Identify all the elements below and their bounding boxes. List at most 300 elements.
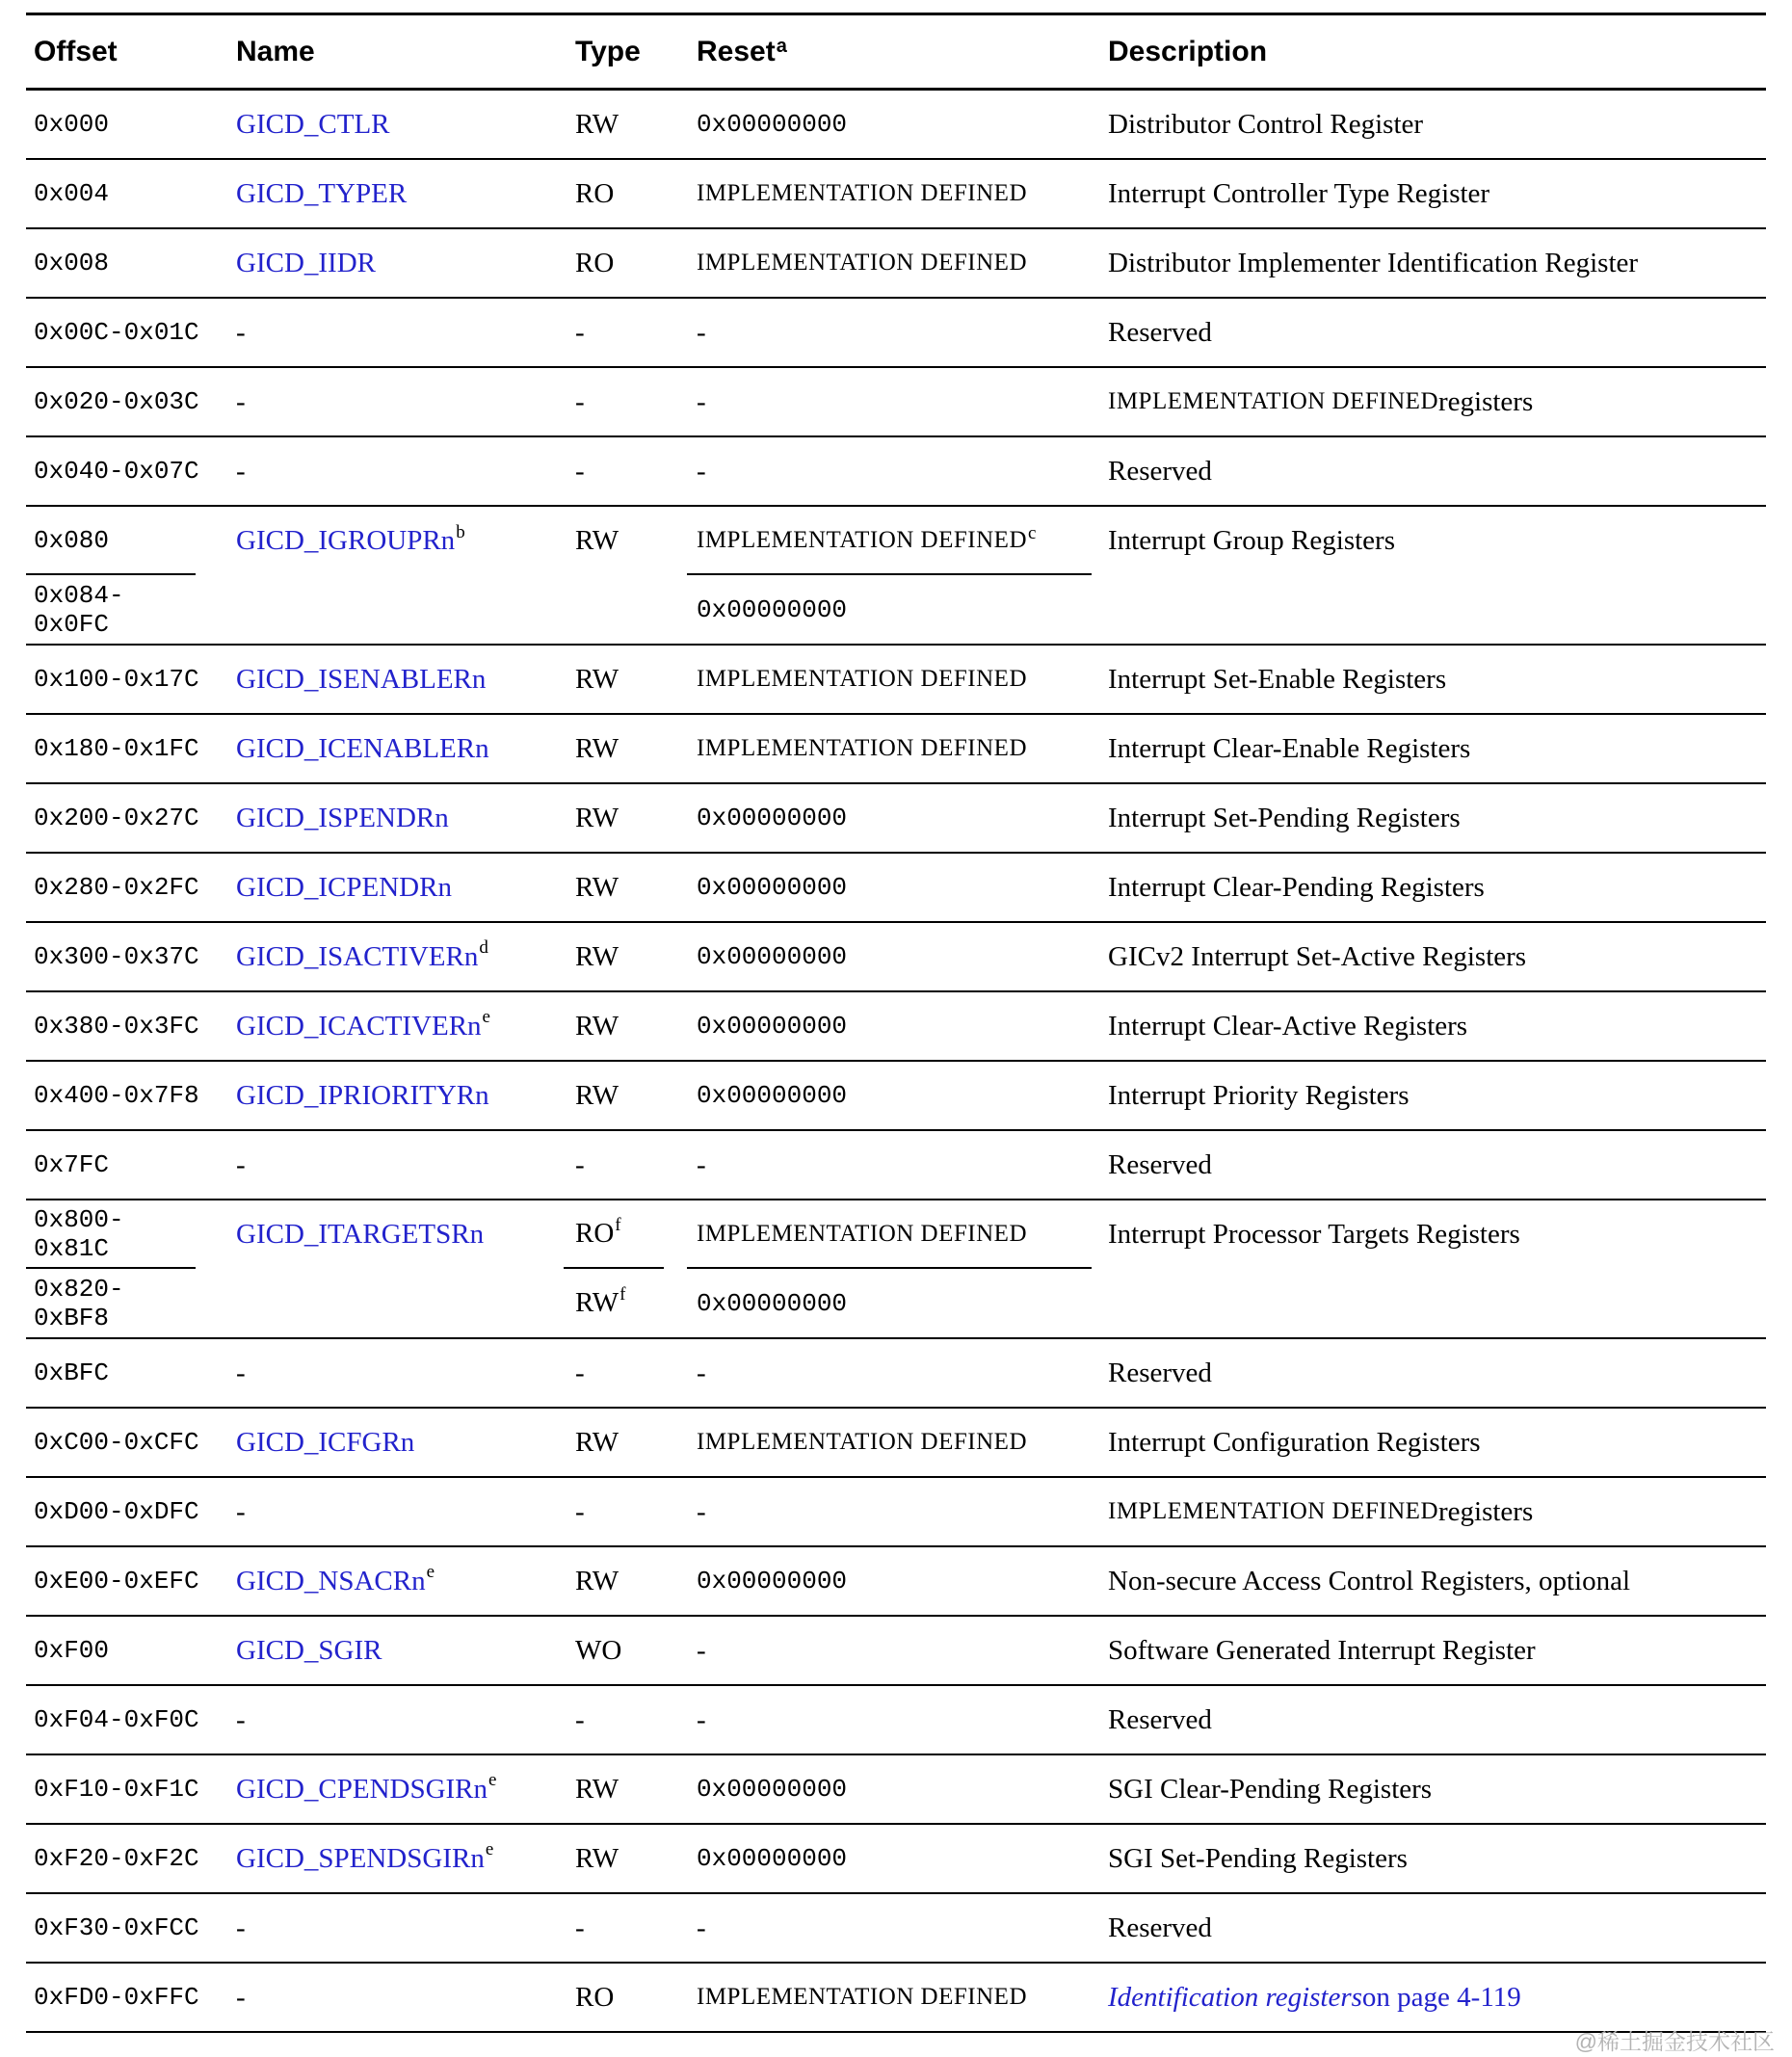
type-cell	[564, 437, 687, 505]
offset-text: 0xE00-0xEFC	[34, 1567, 199, 1595]
table-row	[26, 368, 1766, 437]
offset-text: 0xF00	[34, 1636, 110, 1665]
name-cell	[226, 229, 564, 297]
offset-text: 0x380-0x3FC	[34, 1012, 199, 1041]
offset-cell	[26, 1617, 226, 1684]
table-row	[26, 1200, 1766, 1339]
type-text: -	[575, 1703, 585, 1735]
column-header-name-label: Name	[236, 35, 315, 67]
offset-text: 0x180-0x1FC	[34, 734, 199, 763]
reset-value	[697, 1012, 847, 1041]
type-cell	[564, 715, 687, 782]
description-cell	[1096, 1409, 1766, 1476]
description-text: Interrupt Clear-Active Registers	[1108, 1010, 1468, 1042]
offset-text: 0x004	[34, 179, 110, 208]
type-text: RW	[575, 525, 619, 556]
column-header-offset-label: Offset	[34, 35, 118, 67]
reset-value	[697, 1912, 706, 1944]
description-cell	[1096, 784, 1766, 852]
description-text: Distributor Implementer Identification Register	[1108, 247, 1639, 278]
reset-value	[697, 666, 1027, 693]
table-row	[26, 854, 1766, 923]
name-cell	[226, 1894, 564, 1962]
type-cell	[564, 1825, 687, 1892]
offset-cell	[26, 1894, 226, 1962]
reset-value	[697, 250, 1027, 277]
type-cell	[564, 1409, 687, 1476]
reset-hex-value: 0x00000000	[697, 1567, 848, 1595]
dash: -	[697, 1912, 706, 1943]
description-cell	[1096, 1200, 1766, 1337]
offset-text: 0x400-0x7F8	[34, 1081, 199, 1110]
offset-text: 0x7FC	[34, 1150, 110, 1179]
reset-hex-value: 0x00000000	[697, 873, 848, 902]
type-text: RW	[575, 871, 619, 903]
offset-cell	[26, 646, 226, 713]
type-text: RO	[575, 177, 615, 209]
description-text: Interrupt Controller Type Register	[1108, 177, 1490, 209]
dash: -	[236, 1981, 246, 2013]
reset-hex-value: 0x00000000	[697, 110, 848, 139]
offset-cell	[26, 1547, 226, 1615]
offset-cell	[26, 715, 226, 782]
offset-value	[26, 1200, 196, 1269]
name-wrap: GICD_IGROUPRn b	[236, 521, 465, 556]
column-header-description-label: Description	[1108, 35, 1268, 67]
type-text: -	[575, 1148, 585, 1180]
identification-registers-link[interactable]: Identification registers	[1108, 1981, 1362, 2013]
offset-value	[26, 575, 196, 644]
type-cell	[564, 1964, 687, 2031]
description-cell	[1096, 368, 1766, 435]
dash: -	[236, 1912, 246, 1943]
column-header-type-label: Type	[575, 35, 641, 67]
reset-value	[697, 1567, 847, 1595]
offset-value	[26, 1269, 196, 1337]
reset-value	[697, 873, 847, 902]
dash: -	[236, 316, 246, 348]
reset-value	[697, 1496, 706, 1528]
reset-hex-value: 0x00000000	[697, 594, 848, 624]
offset-text: 0xF10-0xF1C	[34, 1775, 199, 1804]
description-cell	[1096, 1964, 1766, 2031]
name-cell	[226, 299, 564, 366]
reset-cell	[687, 437, 1096, 505]
description-cell	[1096, 229, 1766, 297]
description-text: Distributor Control Register	[1108, 108, 1424, 140]
type-text: RW	[575, 802, 619, 833]
column-header-description	[1096, 36, 1766, 68]
reset-cell	[687, 368, 1096, 435]
name-cell: GICD_NSACRn e	[236, 1562, 435, 1596]
reset-cell	[687, 1339, 1096, 1407]
description-cell	[1096, 1062, 1766, 1129]
name-cell	[226, 1062, 564, 1129]
impl-defined-text: IMPLEMENTATION DEFINED	[697, 1984, 1027, 2010]
table-row	[26, 1478, 1766, 1547]
description-text: SGI Set-Pending Registers	[1108, 1842, 1408, 1874]
reset-hex-value: 0x00000000	[697, 1775, 848, 1804]
name-cell	[226, 368, 564, 435]
table-row	[26, 1547, 1766, 1617]
offset-text: 0xC00-0xCFC	[34, 1428, 199, 1457]
register-name-link[interactable]: GICD_CTLR	[236, 108, 390, 140]
offset-text: 0x080	[34, 525, 110, 555]
reset-cell	[687, 1825, 1096, 1892]
type-cell	[564, 91, 687, 158]
reset-value	[697, 1635, 706, 1667]
name-cell	[226, 437, 564, 505]
offset-cell	[26, 784, 226, 852]
description-text: Non-secure Access Control Registers, optional	[1108, 1565, 1631, 1596]
type-text: -	[575, 385, 585, 417]
description-cell	[1096, 1617, 1766, 1684]
description-cell	[1096, 646, 1766, 713]
name-cell	[226, 1478, 564, 1545]
name-cell	[226, 160, 564, 227]
reset-value	[697, 735, 1027, 762]
description-cell	[1096, 854, 1766, 921]
offset-text: 0x00C-0x01C	[34, 318, 199, 347]
description-cell	[1096, 923, 1766, 990]
reset-hex-value: 0x00000000	[697, 942, 848, 971]
impl-defined-text: IMPLEMENTATION DEFINED	[697, 180, 1027, 206]
table-row	[26, 1686, 1766, 1755]
description-cell	[1096, 160, 1766, 227]
description-cell	[1096, 1825, 1766, 1892]
name-cell	[226, 1964, 564, 2031]
reset-cell	[687, 715, 1096, 782]
offset-text: 0xFD0-0xFFC	[34, 1983, 199, 2012]
type-text: RW	[575, 1842, 619, 1874]
reset-value	[697, 110, 847, 139]
reset-cell	[687, 1964, 1096, 2031]
type-value: RO f	[564, 1200, 664, 1269]
reset-subrow	[687, 575, 1092, 644]
reset-value	[697, 1289, 847, 1318]
impl-defined-text: IMPLEMENTATION DEFINED	[1108, 388, 1438, 414]
type-text: RW	[575, 1079, 619, 1111]
offset-text: 0x800-0x81C	[34, 1204, 124, 1263]
type-cell	[564, 229, 687, 297]
table-row	[26, 1409, 1766, 1478]
name-cell: GICD_CPENDSGIRn e	[236, 1770, 497, 1805]
type-cell	[564, 1339, 687, 1407]
type-cell	[564, 1131, 687, 1199]
description-text: Interrupt Clear-Pending Registers	[1108, 871, 1485, 903]
description-cell	[1096, 1339, 1766, 1407]
description-wrap	[1108, 1200, 1762, 1269]
offset-cell	[26, 992, 226, 1060]
reset-value	[697, 804, 847, 832]
offset-cell	[26, 1339, 226, 1407]
description-text: Interrupt Set-Pending Registers	[1108, 802, 1461, 833]
column-header-name	[226, 36, 564, 68]
table-row	[26, 299, 1766, 368]
name-cell	[226, 1200, 564, 1337]
type-text: -	[575, 455, 585, 487]
register-name-link[interactable]: GICD_ITARGETSRn	[236, 1219, 485, 1250]
type-cell	[564, 1547, 687, 1615]
dash: -	[236, 1148, 246, 1180]
description-cell	[1096, 715, 1766, 782]
impl-defined-text: IMPLEMENTATION DEFINED	[697, 735, 1027, 761]
name-cell	[226, 784, 564, 852]
offset-text: 0x040-0x07C	[34, 457, 199, 486]
reset-value	[697, 386, 706, 418]
column-header-reset-label: Reset	[697, 35, 776, 67]
offset-text: 0xF20-0xF2C	[34, 1844, 199, 1873]
name-cell	[226, 1409, 564, 1476]
reset-cell	[687, 1755, 1096, 1823]
offset-text: 0x020-0x03C	[34, 387, 199, 416]
register-name-link[interactable]: GICD_IPRIORITYRn	[236, 1079, 489, 1111]
register-name-link[interactable]: GICD_NSACRn	[236, 1565, 426, 1596]
name-cell	[226, 1617, 564, 1684]
type-cell	[564, 368, 687, 435]
reset-value	[697, 1844, 847, 1873]
type-cell	[564, 1200, 687, 1337]
type-text: WO	[575, 1634, 622, 1666]
reset-value	[697, 1429, 1027, 1456]
offset-text: 0x008	[34, 249, 110, 277]
table-row	[26, 160, 1766, 229]
table-row	[26, 715, 1766, 784]
table-row	[26, 229, 1766, 299]
offset-value	[26, 507, 196, 575]
type-cell	[564, 1617, 687, 1684]
reset-cell	[687, 1478, 1096, 1545]
description-cell	[1096, 299, 1766, 366]
description-cell	[1096, 1547, 1766, 1615]
table-row	[26, 1755, 1766, 1825]
name-cell: GICD_ISACTIVERn d	[236, 937, 488, 972]
reset-subrow	[687, 1200, 1092, 1269]
type-cell	[564, 992, 687, 1060]
type-text: RW	[575, 732, 619, 764]
type-cell	[564, 299, 687, 366]
reset-cell	[687, 229, 1096, 297]
description-text: Interrupt Set-Enable Registers	[1108, 663, 1447, 695]
offset-cell	[26, 437, 226, 505]
description-cell	[1096, 1478, 1766, 1545]
offset-text: 0x820-0xBF8	[34, 1274, 124, 1332]
register-name-link[interactable]: GICD_IGROUPRn	[236, 525, 456, 556]
type-text: RW	[575, 1287, 619, 1318]
table-row	[26, 1131, 1766, 1200]
description-text: GICv2 Interrupt Set-Active Registers	[1108, 940, 1527, 972]
table-row	[26, 1825, 1766, 1894]
dash: -	[236, 1357, 246, 1388]
register-name-link[interactable]: GICD_ICENABLERn	[236, 732, 489, 764]
reset-subrow	[687, 507, 1092, 575]
table-row	[26, 507, 1766, 646]
impl-defined-text: IMPLEMENTATION DEFINED	[697, 1429, 1027, 1455]
footnote-marker: c	[1028, 522, 1037, 543]
offset-cell	[26, 229, 226, 297]
table-row	[26, 1339, 1766, 1409]
table-row	[26, 1617, 1766, 1686]
reset-cell	[687, 299, 1096, 366]
dash: -	[697, 1634, 706, 1666]
description-cell	[1096, 992, 1766, 1060]
impl-defined-text: IMPLEMENTATION DEFINED	[1108, 1498, 1438, 1524]
description-text: Interrupt Processor Targets Registers	[1108, 1219, 1520, 1250]
register-name-link[interactable]: GICD_TYPER	[236, 177, 408, 209]
watermark: @稀土掘金技术社区	[1574, 2029, 1775, 2054]
offset-cell	[26, 1200, 226, 1337]
type-value	[564, 507, 664, 575]
offset-cell	[26, 368, 226, 435]
offset-text: 0x200-0x27C	[34, 804, 199, 832]
impl-defined-text: IMPLEMENTATION DEFINED	[697, 1220, 1027, 1247]
dash: -	[697, 316, 706, 348]
reset-value	[697, 595, 847, 624]
type-text: RW	[575, 1773, 619, 1805]
register-map-table	[26, 13, 1766, 2033]
reset-value	[697, 1775, 847, 1804]
name-cell	[226, 91, 564, 158]
reset-value	[697, 317, 706, 349]
reset-hex-value: 0x00000000	[697, 804, 848, 832]
type-cell	[564, 1062, 687, 1129]
offset-cell	[26, 1686, 226, 1754]
register-name-link[interactable]: GICD_CPENDSGIRn	[236, 1773, 488, 1805]
description-wrap	[1108, 507, 1762, 575]
description-text: Reserved	[1108, 1703, 1212, 1735]
reset-value	[697, 1149, 706, 1181]
description-cell	[1096, 507, 1766, 644]
reset-value	[697, 1081, 847, 1110]
dash: -	[697, 385, 706, 417]
impl-defined-text: IMPLEMENTATION DEFINED	[697, 250, 1027, 276]
table-row	[26, 1062, 1766, 1131]
reset-cell	[687, 1062, 1096, 1129]
type-cell	[564, 1478, 687, 1545]
column-header-reset	[687, 36, 1096, 68]
offset-cell	[26, 1409, 226, 1476]
description-cell	[1096, 1686, 1766, 1754]
offset-cell	[26, 299, 226, 366]
table-header-row	[26, 15, 1766, 91]
description-text: Reserved	[1108, 1357, 1212, 1388]
register-name-link[interactable]: GICD_SGIR	[236, 1634, 382, 1666]
table-row	[26, 1894, 1766, 1964]
description-text: Reserved	[1108, 455, 1212, 487]
description-text: Reserved	[1108, 316, 1212, 348]
reset-cell	[687, 784, 1096, 852]
description-cell	[1096, 1131, 1766, 1199]
description-text: Interrupt Priority Registers	[1108, 1079, 1410, 1111]
description-text: Interrupt Clear-Enable Registers	[1108, 732, 1471, 764]
reset-cell	[687, 1409, 1096, 1476]
name-cell	[226, 1686, 564, 1754]
reset-value	[697, 456, 706, 488]
type-text: -	[575, 316, 585, 348]
register-name-link[interactable]: GICD_ICACTIVERn	[236, 1010, 482, 1042]
name-cell	[226, 1131, 564, 1199]
reset-cell	[687, 1200, 1096, 1337]
offset-text: 0x084-0x0FC	[34, 580, 124, 639]
register-name-link[interactable]: GICD_ISENABLERn	[236, 663, 487, 695]
offset-cell	[26, 1062, 226, 1129]
offset-text: 0x300-0x37C	[34, 942, 199, 971]
table-row	[26, 1964, 1766, 2033]
type-text: -	[575, 1495, 585, 1527]
offset-cell	[26, 160, 226, 227]
type-text: RW	[575, 1565, 619, 1596]
register-name-link[interactable]: GICD_ICPENDRn	[236, 871, 452, 903]
type-cell	[564, 646, 687, 713]
description-text: Software Generated Interrupt Register	[1108, 1634, 1536, 1666]
reset-cell	[687, 1547, 1096, 1615]
reset-value	[697, 942, 847, 971]
type-text: RW	[575, 1426, 619, 1458]
reset-cell	[687, 507, 1096, 644]
reset-hex-value: 0x00000000	[697, 1012, 848, 1041]
type-cell	[564, 854, 687, 921]
offset-cell	[26, 854, 226, 921]
register-name-link[interactable]: GICD_IIDR	[236, 247, 376, 278]
dash: -	[236, 1703, 246, 1735]
reset-hex-value: 0x00000000	[697, 1081, 848, 1110]
offset-cell	[26, 1964, 226, 2031]
table-row	[26, 91, 1766, 160]
reset-value	[697, 180, 1027, 207]
column-header-offset	[26, 36, 226, 68]
type-text: RO	[575, 1218, 615, 1249]
table-body	[26, 91, 1766, 2033]
register-name-link[interactable]: GICD_ISPENDRn	[236, 802, 449, 833]
name-cell	[226, 1339, 564, 1407]
reset-subrow	[687, 1269, 1092, 1337]
offset-text: 0x280-0x2FC	[34, 873, 199, 902]
type-text: RW	[575, 108, 619, 140]
impl-defined-text: IMPLEMENTATION DEFINED	[697, 526, 1027, 553]
type-text: RW	[575, 1010, 619, 1042]
table-row	[26, 784, 1766, 854]
description-cell	[1096, 1894, 1766, 1962]
name-wrap	[236, 1200, 564, 1269]
type-cell	[564, 1755, 687, 1823]
column-header-type	[564, 36, 687, 68]
table-row	[26, 437, 1766, 507]
register-name-link[interactable]: GICD_SPENDSGIRn	[236, 1842, 485, 1874]
page-reference-link[interactable]: on page 4-119	[1361, 1981, 1521, 2013]
register-name-link[interactable]: GICD_ICFGRn	[236, 1426, 415, 1458]
reset-cell	[687, 1617, 1096, 1684]
offset-cell	[26, 1755, 226, 1823]
reset-cell	[687, 160, 1096, 227]
type-cell	[564, 160, 687, 227]
description-text: Interrupt Group Registers	[1108, 525, 1395, 556]
description-cell	[1096, 91, 1766, 158]
name-cell: GICD_ICACTIVERn e	[236, 1007, 490, 1042]
type-cell	[564, 1894, 687, 1962]
reset-cell	[687, 646, 1096, 713]
type-cell	[564, 923, 687, 990]
offset-text: 0xBFC	[34, 1358, 110, 1387]
offset-text: 0xF04-0xF0C	[34, 1705, 199, 1734]
dash: -	[697, 455, 706, 487]
type-cell	[564, 1686, 687, 1754]
type-cell	[564, 784, 687, 852]
offset-cell	[26, 507, 226, 644]
offset-text: 0x000	[34, 110, 110, 139]
description-text: Reserved	[1108, 1148, 1212, 1180]
register-name-link[interactable]: GICD_ISACTIVERn	[236, 940, 479, 972]
dash: -	[236, 1495, 246, 1527]
